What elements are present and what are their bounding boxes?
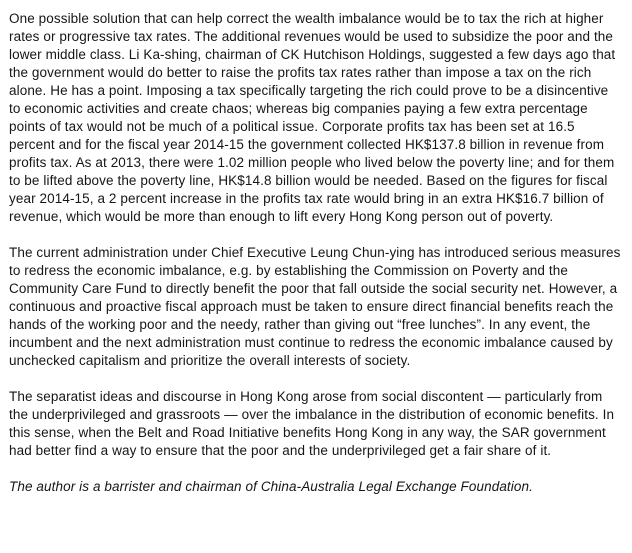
paragraph-separatist-ideas: The separatist ideas and discourse in Hong Kong arose from social discontent — particularly from the underprivileged and grassroots — over the imbalance in the distribution of economic benefits. In this sense, when the Belt and Road Initiative benefits Hong Kong in any way, the SAR government had better find a way to ensure that the poor and the underprivileged get a fair share of it. <box>9 389 615 458</box>
author-byline: The author is a barrister and chairman of China-Australia Legal Exchange Foundation. <box>9 479 533 494</box>
paragraph-current-administration: The current administration under Chief Executive Leung Chun-ying has introduced serious measures to redress the economic imbalance, e.g. by establishing the Commission on Poverty and the Community Care Fund to directly benefit the poor that fall outside the social security net. However, a continuous and proactive fiscal approach must be taken to ensure direct financial benefits reach the hands of the working poor and the needy, rather than giving out “free lunches”. In any event, the incumbent and the next administration must continue to redress the economic imbalance caused by unchecked capitalism and prioritize the overall interests of society. <box>9 245 621 368</box>
paragraph-tax-solution: One possible solution that can help correct the wealth imbalance would be to tax the rich at higher rates or progressive tax rates. The additional revenues would be used to subsidize the poor and the lower middle class. Li Ka-shing, chairman of CK Hutchison Holdings, suggested a few days ago that the government would do better to raise the profits tax rates rather than impose a tax on the rich alone. He has a point. Imposing a tax specifically targeting the rich could prove to be a disincentive to economic activities and create chaos; whereas big companies paying a few extra percentage points of tax would not be much of a political issue. Corporate profits tax has been set at 16.5 percent and for the fiscal year 2014-15 the government collected HK$137.8 billion in revenue from profits tax. As at 2013, there were 1.02 million people who lived below the poverty line; and for them to be lifted above the poverty line, HK$14.8 billion would be needed. Based on the figures for fiscal year 2014-15, a 2 percent increase in the profits tax rate would bring in an extra HK$16.7 billion of revenue, which would be more than enough to lift every Hong Kong person out of poverty. <box>9 11 616 224</box>
